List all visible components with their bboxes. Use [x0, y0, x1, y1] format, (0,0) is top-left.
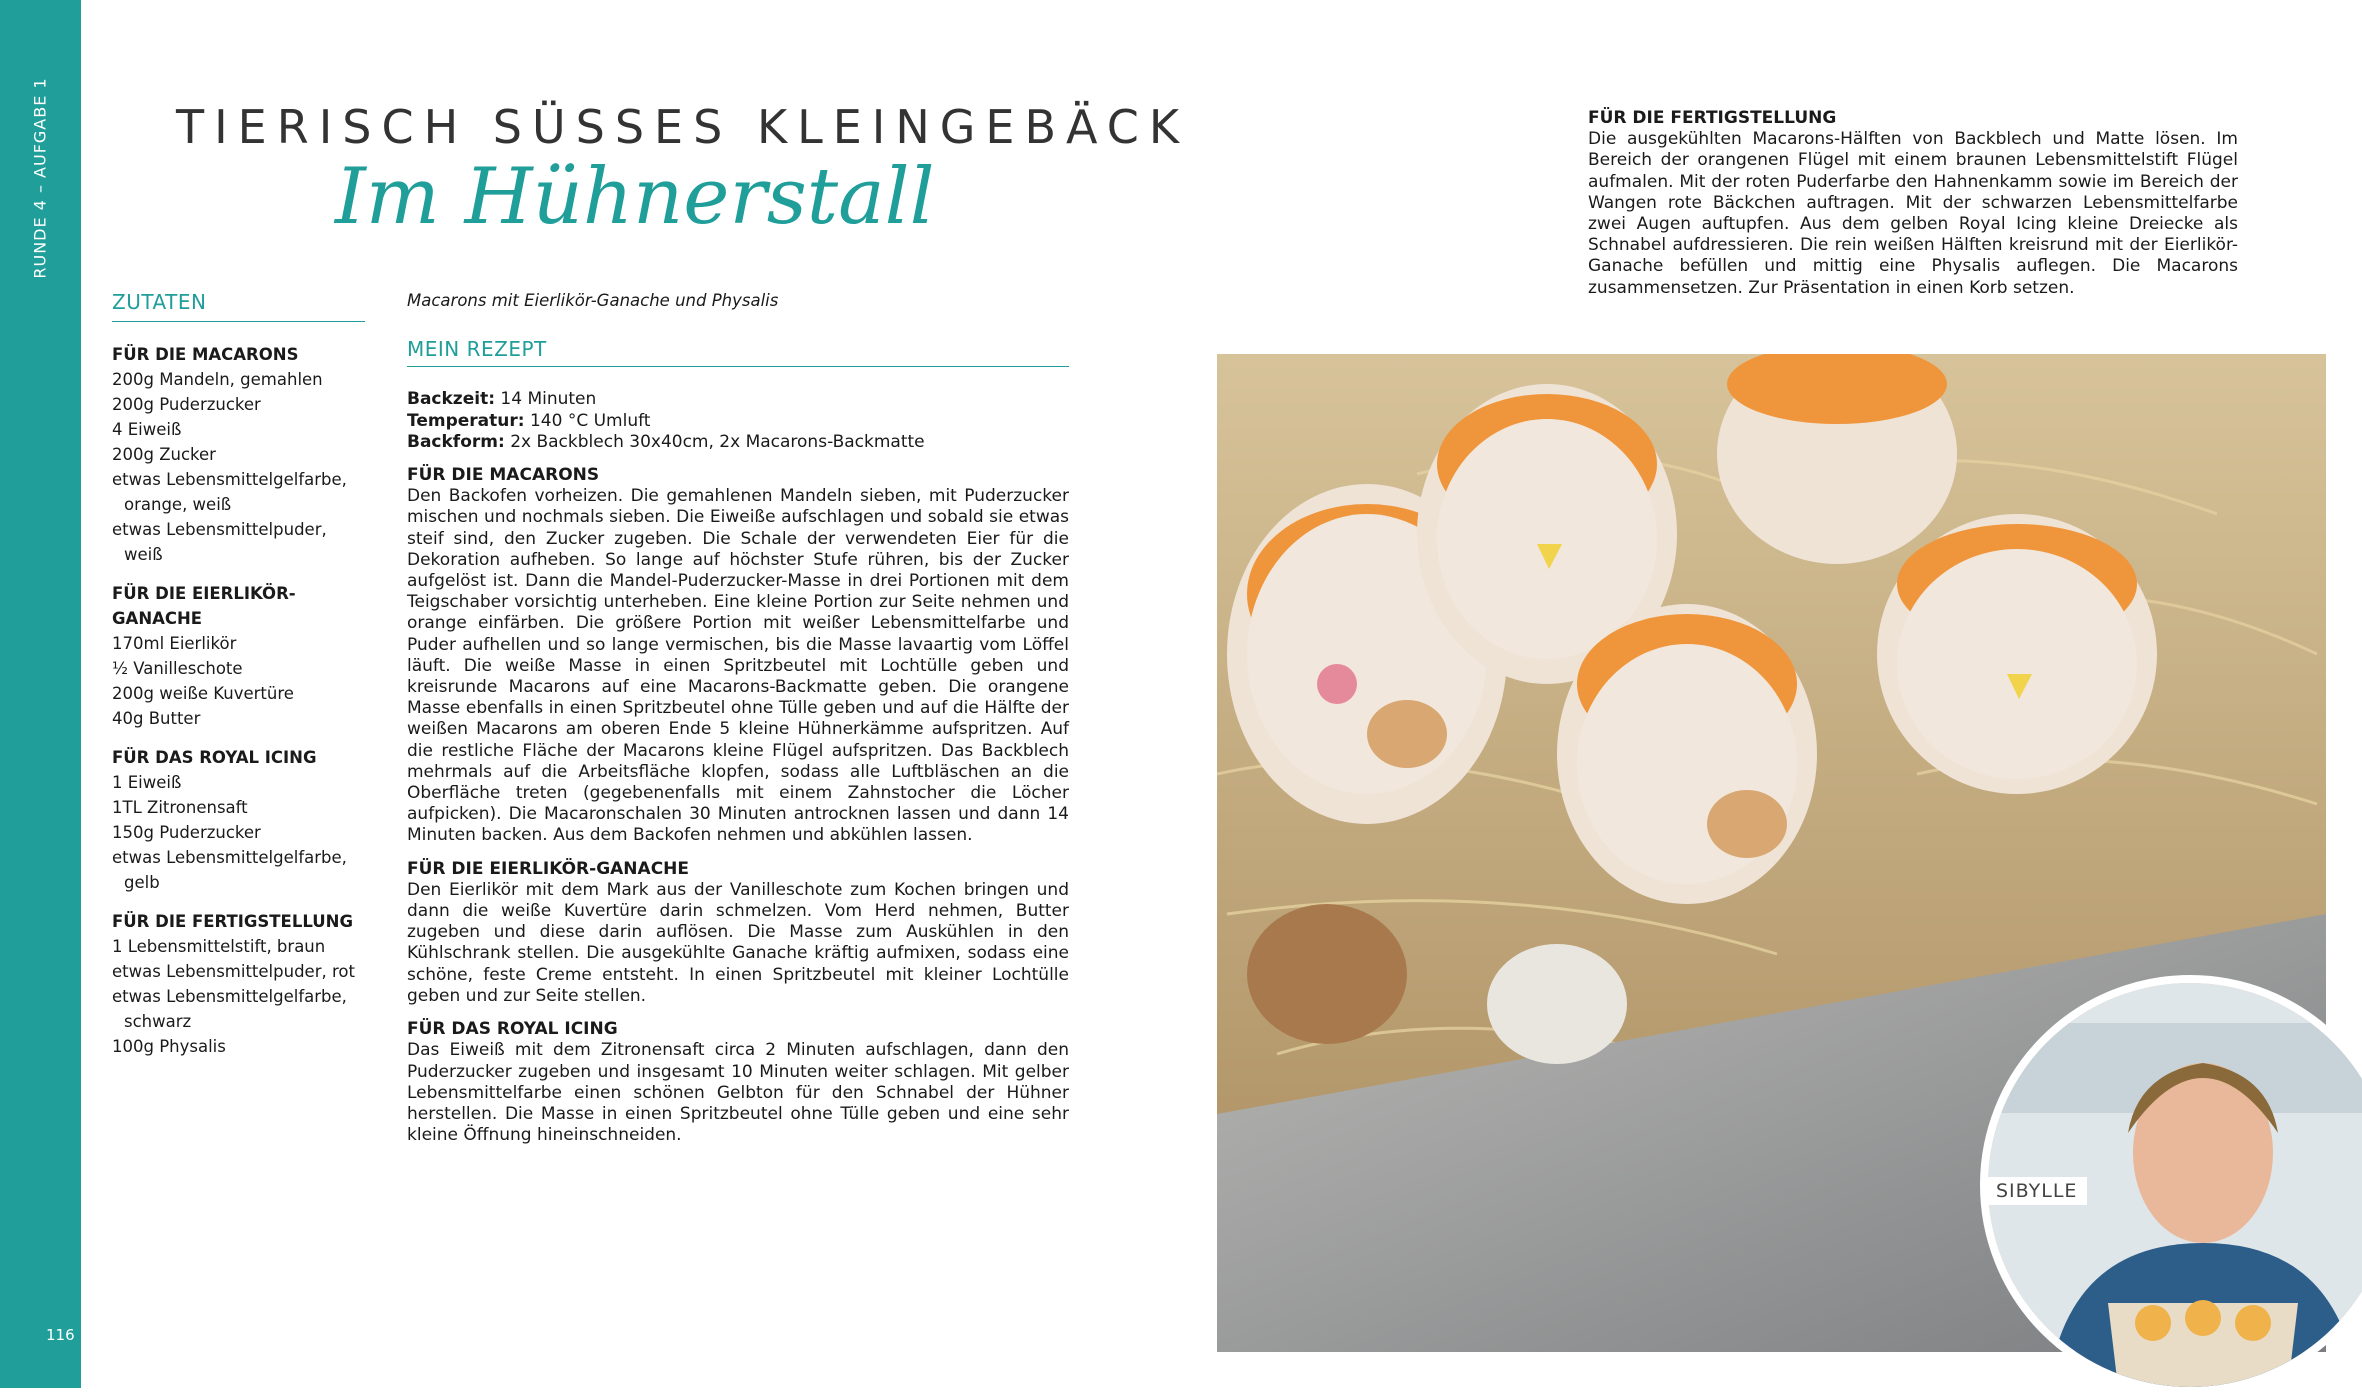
page-kicker: TIERISCH SÜSSES KLEINGEBÄCK [176, 100, 1189, 154]
ingredient-group-title: FÜR DIE EIERLIKÖR-GANACHE [112, 584, 296, 628]
recipe-subtitle: Macarons mit Eierlikör-Ganache und Physalis [407, 291, 779, 310]
meta-line [407, 432, 1069, 453]
section-text: Das Eiweiß mit dem Zitronensaft circa 2 Minuten aufschlagen, dann den Puderzucker zugeben und insgesamt 10 Minuten weiter schlagen. Mit gelber Lebensmittelfarbe einen schönen Gelbton für den Schnabel der Hühner herstellen. Die Masse in einen Spritzbeutel ohne Tülle geben und eine sehr kleine Öffnung hineinschneiden. [407, 1040, 1069, 1146]
meta-value: 140 °C Umluft [524, 410, 651, 431]
ingredient-item: etwas Lebensmittelgelfarbe, gelb [112, 848, 347, 892]
meta-value: 2x Backblech 30x40cm, 2x Macarons-Backmatte [504, 431, 925, 452]
meta-line [407, 389, 1069, 410]
section-title: FÜR DIE MACARONS [407, 465, 600, 486]
meta-label: Backzeit: [407, 389, 495, 410]
ingredient-item: 150g Puderzucker [112, 823, 261, 842]
finishing-text: Die ausgekühlten Macarons-Hälften von Backblech und Matte lösen. Im Bereich der orangenen Flügel mit einem braunen Lebensmittelstift Flügel aufmalen. Mit der roten Puderfarbe den Hahnenkamm sowie im Bereich der Wangen rote Bäckchen auftragen. Mit der schwarzen Lebensmittelfarbe zwei Augen auftupfen. Aus dem gelben Royal Icing kleine Dreiecke als Schnabel aufdressieren. Die rein weißen Hälften kreisrund mit der Eierlikör-Ganache befüllen und mittig eine Physalis auflegen. Die Macarons zusammensetzen. Zur Präsentation in einen Korb setzen. [1588, 129, 2238, 298]
ingredient-group-title: FÜR DAS ROYAL ICING [112, 748, 317, 767]
ingredient-item: ½ Vanilleschote [112, 659, 243, 678]
ingredient-item: etwas Lebensmittelgelfarbe, orange, weiß [112, 470, 347, 514]
ingredient-item: 4 Eiweiß [112, 420, 182, 439]
meta-label: Backform: [407, 431, 505, 452]
page-number: 116 [46, 1326, 75, 1344]
ingredient-item: 100g Physalis [112, 1037, 226, 1056]
ingredient-item: 1 Eiweiß [112, 773, 182, 792]
ingredient-item: 200g Mandeln, gemahlen [112, 370, 323, 389]
ingredient-item: 170ml Eierlikör [112, 634, 237, 653]
meta-value: 14 Minuten [495, 389, 597, 410]
ingredients-heading: ZUTATEN [112, 290, 365, 322]
ingredient-item: etwas Lebensmittelpuder, rot [112, 962, 355, 981]
section-text: Den Eierlikör mit dem Mark aus der Vanilleschote zum Kochen bringen und dann die weiße Kuvertüre darin schmelzen. Vom Herd nehmen, Butter zugeben und diese darin auflösen. Die Masse zum Auskühlen in den Kühlschrank stellen. Die ausgekühlte Ganache kräftig aufmixen, sodass eine schöne, feste Creme entsteht. In einen Spritzbeutel mit kleiner Lochtülle geben und zur Seite stellen. [407, 879, 1069, 1006]
section-title: FÜR DIE EIERLIKÖR-GANACHE [407, 858, 690, 879]
meta-line [407, 411, 1069, 432]
section-text: Den Backofen vorheizen. Die gemahlenen Mandeln sieben, mit Puderzucker mischen und nochmals sieben. Die Eiweiße aufschlagen und sobald sie etwas steif sind, den Zucker zugeben. Die Schale der verwendeten Eier für die Dekoration aufheben. So lange auf höchster Stufe rühren, bis der Zucker aufgelöst ist. Dann die Mandel-Puderzucker-Masse in drei Portionen mit dem Teigschaber vorsichtig unterheben. Eine kleine Portion zur Seite nehmen und orange einfärben. Die größere Portion mit weißer Lebensmittelfarbe und Puder aufhellen und so lange vermischen, bis die Masse lavaartig vom Löffel läuft. Die weiße Masse in einen Spritzbeutel mit Lochtülle geben und kreisrunde Macarons auf eine Macarons-Backmatte geben. Die orangene Masse ebenfalls in einen Spritzbeutel ohne Tülle geben und auf die Hälfte der weißen Macarons am oberen Ende 5 kleine Hühnerkämme aufspritzen. Auf die restliche Fläche der Macarons kleine Flügel aufspritzen. Das Backblech mehrmals auf die Arbeitsfläche klopfen, sodass alle Luftbläschen an die Oberfläche treten (gegebenenfalls mit einem Zahnstocher die Löcher aufpicken). Die Macaronschalen 30 Minuten antrocknen lassen und dann 14 Minuten backen. Aus dem Backofen nehmen und abkühlen lassen. [407, 486, 1069, 846]
ingredient-item: etwas Lebensmittelpuder, weiß [112, 520, 327, 564]
ingredient-item: 200g Zucker [112, 445, 216, 464]
recipe-column [407, 290, 1069, 1146]
page-title: Im Hühnerstall [335, 152, 935, 242]
meta-label: Temperatur: [407, 410, 525, 431]
ingredient-group-title: FÜR DIE MACARONS [112, 345, 299, 364]
sidebar-band [0, 0, 81, 1388]
recipe-meta [407, 389, 1069, 453]
round-label: RUNDE 4 – AUFGABE 1 [30, 77, 50, 279]
inset-name-tag: SIBYLLE [1986, 1177, 2087, 1205]
ingredient-item: 1TL Zitronensaft [112, 798, 248, 817]
ingredient-item: 1 Lebensmittelstift, braun [112, 937, 326, 956]
ingredient-item: 40g Butter [112, 709, 201, 728]
finishing-title: FÜR DIE FERTIGSTELLUNG [1588, 108, 1837, 128]
section-title: FÜR DAS ROYAL ICING [407, 1019, 618, 1040]
ingredient-group-title: FÜR DIE FERTIGSTELLUNG [112, 912, 354, 931]
ingredient-item: 200g weiße Kuvertüre [112, 684, 294, 703]
ingredient-item: 200g Puderzucker [112, 395, 261, 414]
ingredient-item: etwas Lebensmittelgelfarbe, schwarz [112, 987, 347, 1031]
finishing-block [1588, 108, 2238, 299]
ingredients-column [112, 290, 365, 1059]
recipe-heading: MEIN REZEPT [407, 339, 1069, 367]
